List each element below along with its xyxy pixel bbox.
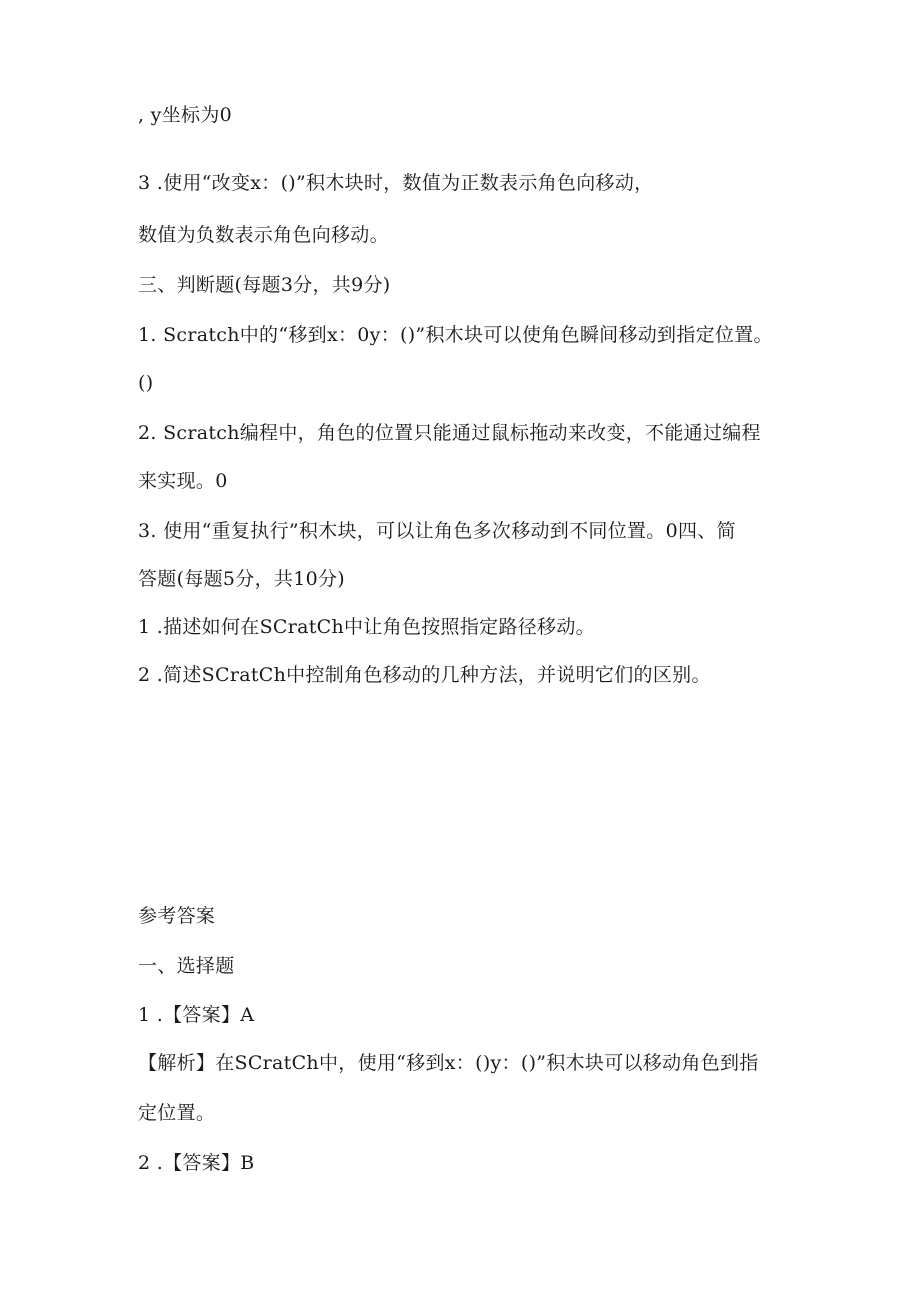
- answer-1-explanation: 【解析】在SCratCh中，使用“移到x：()y：()”积木块可以移动角色到指: [138, 1052, 759, 1074]
- answer-section-multiple-choice: 一、选择题: [138, 955, 235, 977]
- fill-blank-question-3-cont: 数值为负数表示角色向移动。: [138, 224, 389, 246]
- text-line-y-coordinate: , y坐标为0: [138, 104, 233, 126]
- fill-blank-question-3: 3 .使用“改变x：()”积木块时，数值为正数表示角色向移动，: [138, 172, 654, 194]
- answer-1: 1 .【答案】A: [138, 1004, 255, 1026]
- answer-1-explanation-cont: 定位置。: [138, 1102, 216, 1124]
- answer-key-heading: 参考答案: [138, 905, 216, 927]
- true-false-question-2: 2. Scratch编程中，角色的位置只能通过鼠标拖动来改变，不能通过编程: [138, 422, 761, 444]
- true-false-question-1-answer: (): [138, 372, 154, 394]
- true-false-question-3: 3. 使用“重复执行”积木块，可以让角色多次移动到不同位置。0四、简: [138, 520, 736, 542]
- section-heading-true-false: 三、判断题(每题3分，共9分): [138, 274, 391, 296]
- short-answer-question-1: 1 .描述如何在SCratCh中让角色按照指定路径移动。: [138, 616, 595, 638]
- section-heading-short-answer: 答题(每题5分，共10分): [138, 568, 345, 590]
- answer-2: 2 .【答案】B: [138, 1152, 255, 1174]
- short-answer-question-2: 2 .简述SCratCh中控制角色移动的几种方法，并说明它们的区别。: [138, 664, 711, 686]
- true-false-question-2-cont: 来实现。0: [138, 470, 228, 492]
- true-false-question-1: 1. Scratch中的“移到x：0y：()”积木块可以使角色瞬间移动到指定位置。: [138, 324, 773, 346]
